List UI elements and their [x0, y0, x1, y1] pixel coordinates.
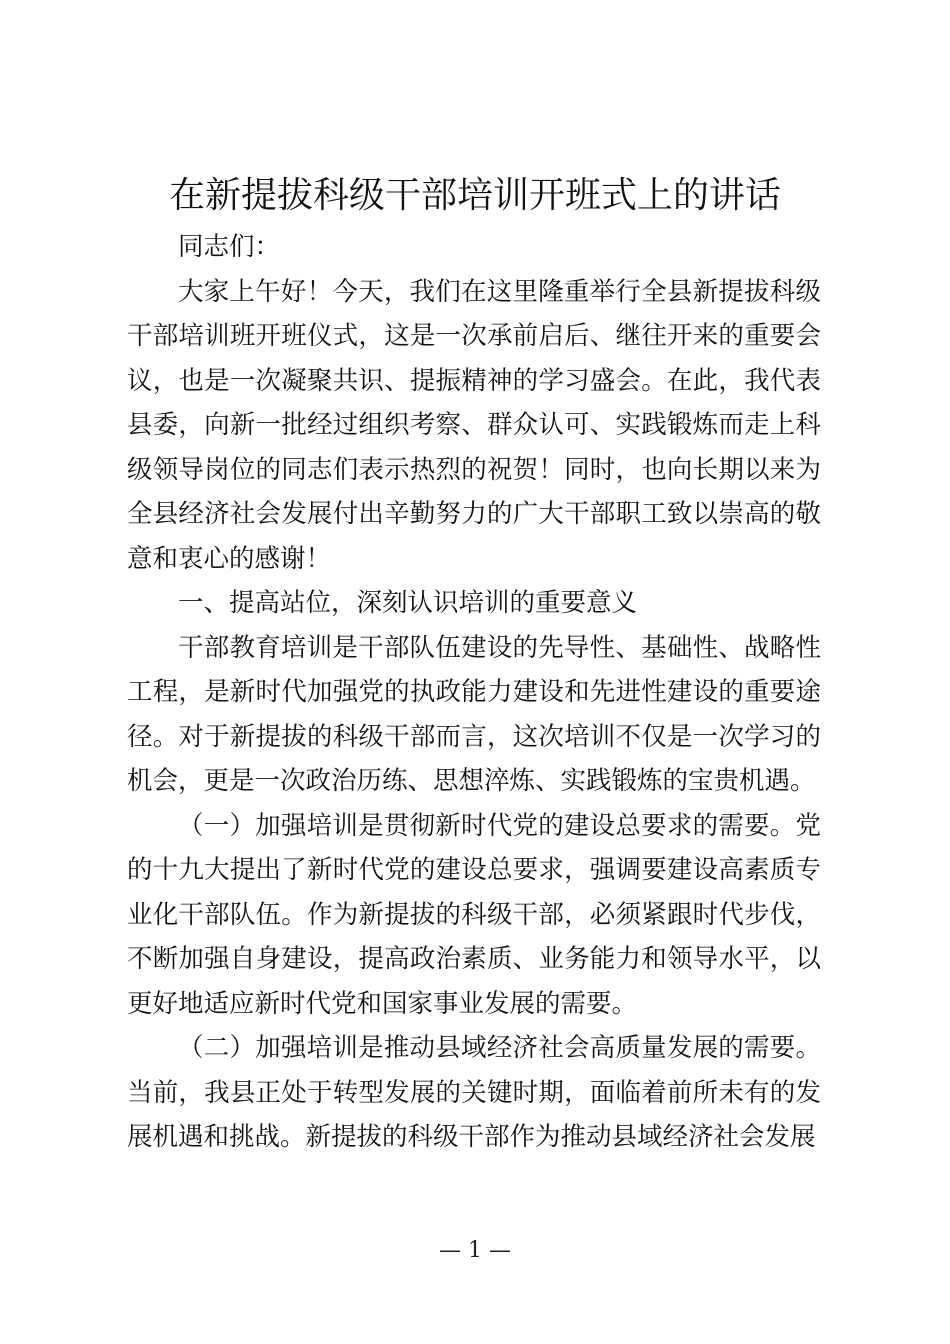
- paragraph-opening: 大家上午好！今天，我们在这里隆重举行全县新提拔科级干部培训班开班仪式，这是一次承前启后、继往开来的重要会议，也是一次凝聚共识、提振精神的学习盛会。在此，我代表县委，向新一批经过组织考察、群众认可、实践锻炼而走上科级领导岗位的同志们表示热烈的祝贺！同时，也向长期以来为全县经济社会发展付出辛勤努力的广大干部职工致以崇高的敬意和衷心的感谢！: [127, 276, 821, 574]
- paragraph-section-1: 干部教育培训是干部队伍建设的先导性、基础性、战略性工程，是新时代加强党的执政能力建设和先进性建设的重要途径。对于新提拔的科级干部而言，这次培训不仅是一次学习的机会，更是一次政治历练、思想淬炼、实践锻炼的宝贵机遇。: [127, 632, 821, 796]
- document-title: 在新提拔科级干部培训开班式上的讲话: [168, 175, 781, 216]
- salutation: 同志们：: [178, 232, 281, 262]
- document-body: [127, 225, 821, 1160]
- section-heading-1: 一、提高站位，深刻认识培训的重要意义: [178, 588, 638, 618]
- paragraph-subsection-2: （二）加强培训是推动县域经济社会高质量发展的需要。当前，我县正处于转型发展的关键时期，面临着前所未有的发展机遇和挑战。新提拔的科级干部作为推动县域经济社会发展: [127, 1033, 821, 1152]
- page-number: — 1 —: [439, 1238, 511, 1263]
- paragraph-subsection-1: （一）加强培训是贯彻新时代党的建设总要求的需要。党的十九大提出了新时代党的建设总要求，强调要建设高素质专业化干部队伍。作为新提拔的科级干部，必须紧跟时代步伐，不断加强自身建设，提高政治素质、业务能力和领导水平，以更好地适应新时代党和国家事业发展的需要。: [127, 810, 821, 1019]
